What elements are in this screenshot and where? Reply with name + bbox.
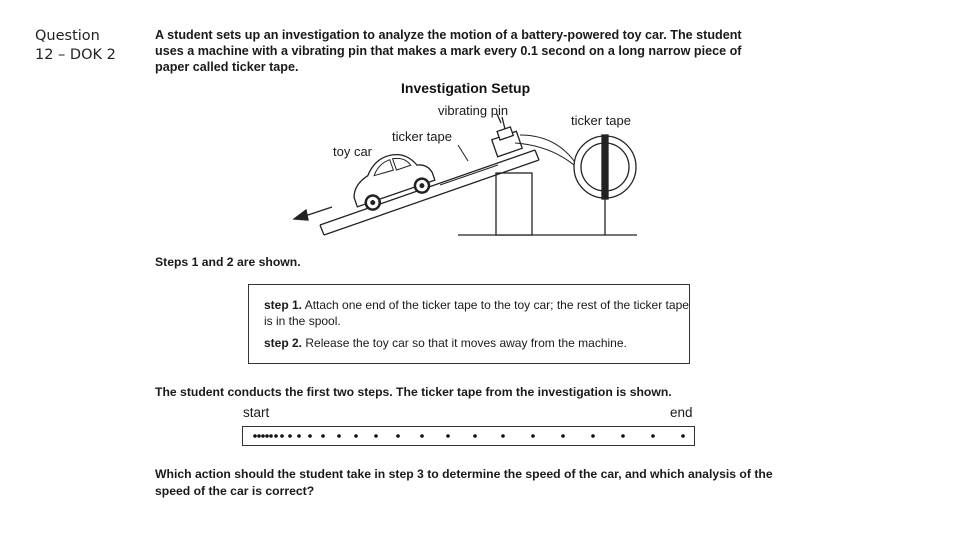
diagram-title: Investigation Setup bbox=[401, 80, 531, 96]
toy-car bbox=[345, 144, 438, 214]
step-2-label: step 2. bbox=[264, 336, 303, 350]
tape-mark-1 bbox=[253, 434, 257, 438]
tape-mark-21 bbox=[561, 434, 565, 438]
tape-mark-4 bbox=[265, 434, 269, 438]
tape-mark-19 bbox=[501, 434, 505, 438]
ticker-tape-label: ticker tape bbox=[392, 129, 452, 144]
tape-start-label: start bbox=[243, 405, 270, 420]
tape-mark-22 bbox=[591, 434, 595, 438]
tape-mark-25 bbox=[681, 434, 685, 438]
tape-mark-14 bbox=[374, 434, 378, 438]
tape-mark-6 bbox=[274, 434, 278, 438]
tape-mark-18 bbox=[473, 434, 477, 438]
step-2 bbox=[264, 335, 689, 351]
step-1-text: Attach one end of the ticker tape to the toy car; the rest of the ticker tape is in the spool. bbox=[264, 298, 689, 328]
steps-intro: Steps 1 and 2 are shown. bbox=[155, 255, 301, 269]
tape-mark-20 bbox=[531, 434, 535, 438]
ticker-tape-spool bbox=[574, 135, 636, 235]
ticker-tape-spool-label: ticker tape bbox=[571, 113, 631, 128]
tape-mark-2 bbox=[257, 434, 261, 438]
intro-paragraph: A student sets up an investigation to analyze the motion of a battery-powered toy car. The student uses a machine with a vibrating pin that makes a mark every 0.1 second on a long narrow piece of paper called ticker tape. bbox=[155, 28, 742, 74]
tape-end-label: end bbox=[670, 405, 693, 420]
step-2-text: Release the toy car so that it moves away from the machine. bbox=[305, 336, 627, 350]
tape-mark-13 bbox=[354, 434, 358, 438]
vibrating-pin-machine bbox=[492, 114, 522, 157]
tape-mark-12 bbox=[337, 434, 341, 438]
ticker-tape-result bbox=[242, 426, 695, 446]
support-stand bbox=[496, 173, 532, 235]
ticker-tape-strip bbox=[440, 165, 498, 185]
steps-box bbox=[248, 284, 690, 364]
conduct-paragraph: The student conducts the first two steps. The ticker tape from the investigation is shown. bbox=[155, 385, 672, 399]
ticker-tape-dots bbox=[243, 427, 693, 445]
question-text: Which action should the student take in step 3 to determine the speed of the car, and which analysis of the speed of the car is correct? bbox=[155, 467, 773, 498]
tape-mark-23 bbox=[621, 434, 625, 438]
vibrating-pin-label: vibrating pin bbox=[438, 103, 509, 118]
tape-mark-3 bbox=[261, 434, 265, 438]
tape-mark-10 bbox=[308, 434, 312, 438]
question-label-line2: 12 – DOK 2 bbox=[35, 47, 116, 63]
tape-mark-5 bbox=[269, 434, 273, 438]
question-label bbox=[35, 27, 116, 65]
question-label-line1: Question bbox=[35, 28, 100, 44]
tape-mark-16 bbox=[420, 434, 424, 438]
tape-mark-8 bbox=[288, 434, 292, 438]
tape-mark-17 bbox=[446, 434, 450, 438]
tape-mark-15 bbox=[396, 434, 400, 438]
toy-car-label: toy car bbox=[333, 144, 373, 159]
investigation-setup-diagram bbox=[280, 95, 650, 245]
tape-mark-24 bbox=[651, 434, 655, 438]
step-1 bbox=[264, 297, 689, 329]
vibrating-pin bbox=[502, 117, 505, 129]
motion-arrow bbox=[294, 207, 332, 220]
tape-mark-7 bbox=[280, 434, 284, 438]
tape-mark-11 bbox=[321, 434, 325, 438]
step-1-label: step 1. bbox=[264, 298, 303, 312]
tape-mark-9 bbox=[297, 434, 301, 438]
